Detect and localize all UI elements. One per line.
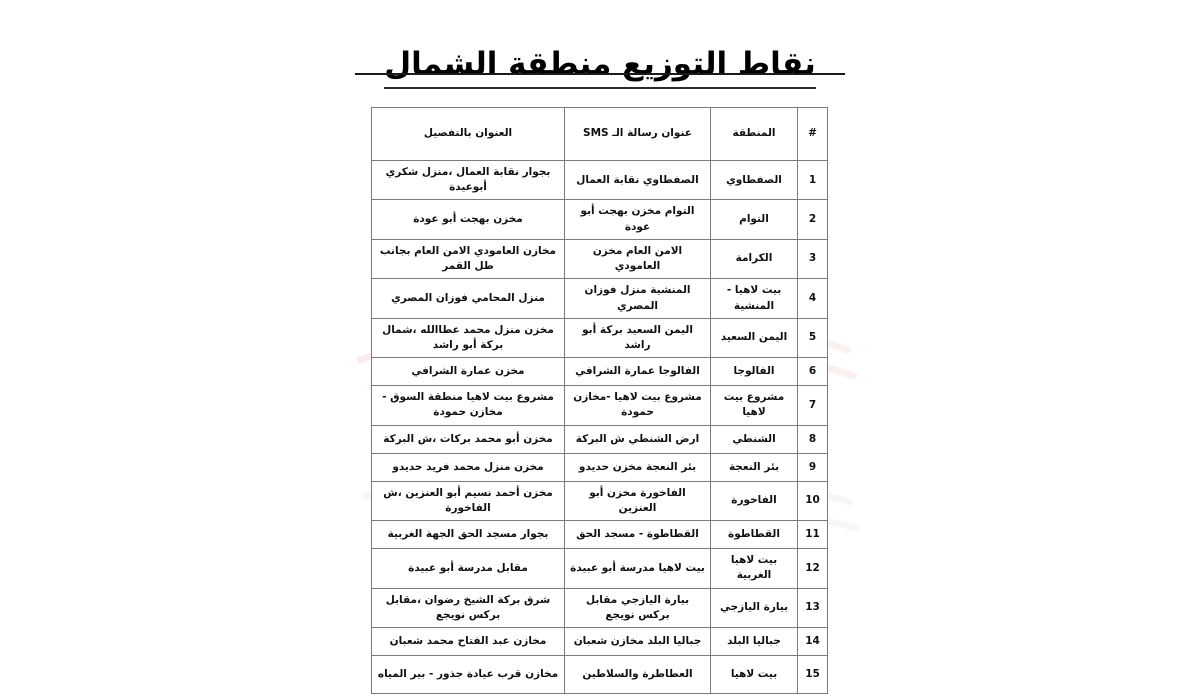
cell-address: مخزن منزل محمد عطاالله ،شمال بركة أبو راشد [372,318,565,357]
table-row [372,386,828,425]
cell-sms: الصفطاوي نقابة العمال [565,161,711,200]
cell-sms: الفالوجا عمارة الشرافي [565,358,711,386]
cell-sms: اليمن السعيد بركة أبو راشد [565,318,711,357]
column-header-sms: عنوان رسالة الـ SMS [565,108,711,161]
column-header-address: العنوان بالتفصيل [372,108,565,161]
cell-index: 10 [798,481,828,520]
cell-sms: مشروع بيت لاهيا -مخازن حمودة [565,386,711,425]
cell-address: مخزن أحمد نسيم أبو العنزين ،ش الفاخورة [372,481,565,520]
table-row [372,161,828,200]
cell-region: بيت لاهيا - المنشية [711,279,798,318]
cell-sms: بئر النعجة مخزن حديدو [565,453,711,481]
cell-region: التوام [711,200,798,239]
cell-address: بجوار نقابة العمال ،منزل شكري أبوعيدة [372,161,565,200]
cell-index: 9 [798,453,828,481]
cell-address: مخازن عبد الفتاح محمد شعبان [372,627,565,655]
title-divider [355,73,845,75]
cell-sms: الفاخورة مخزن أبو العنزين [565,481,711,520]
cell-region: الكرامة [711,239,798,278]
cell-region: بيت لاهيا [711,655,798,693]
cell-sms: الامن العام مخزن العامودي [565,239,711,278]
cell-region: بيت لاهيا الغربية [711,549,798,588]
cell-region: اليمن السعيد [711,318,798,357]
cell-address: مشروع بيت لاهيا منطقة السوق - مخازن حمودة [372,386,565,425]
cell-address: شرق بركة الشيخ رضوان ،مقابل بركس نويجع [372,588,565,627]
table-row [372,279,828,318]
cell-address: مخزن عمارة الشرافي [372,358,565,386]
cell-address: مخزن بهجت أبو عودة [372,200,565,239]
distribution-table-container [372,107,828,694]
column-header-index: # [798,108,828,161]
cell-address: مخزن أبو محمد بركات ،ش البركة [372,425,565,453]
cell-sms: التوام مخزن بهجت أبو عودة [565,200,711,239]
cell-region: الفاخورة [711,481,798,520]
cell-index: 7 [798,386,828,425]
cell-region: الشنطي [711,425,798,453]
cell-region: بيارة اليازجي [711,588,798,627]
table-row [372,481,828,520]
table-header [372,108,828,161]
cell-index: 6 [798,358,828,386]
cell-address: منزل المحامي فوزان المصري [372,279,565,318]
table-row [372,318,828,357]
cell-index: 14 [798,627,828,655]
cell-address: مقابل مدرسة أبو عبيدة [372,549,565,588]
column-header-region: المنطقة [711,108,798,161]
cell-address: مخزن منزل محمد فريد حديدو [372,453,565,481]
table-row [372,425,828,453]
cell-sms: المنشية منزل فوزان المصري [565,279,711,318]
cell-index: 11 [798,521,828,549]
distribution-points-table [371,107,828,694]
cell-index: 3 [798,239,828,278]
cell-sms: بيارة اليازجي مقابل بركس نويجع [565,588,711,627]
table-row [372,588,828,627]
cell-region: جباليا البلد [711,627,798,655]
cell-sms: القطاطوة - مسجد الحق [565,521,711,549]
title-block [0,24,1200,109]
cell-region: بئر النعجة [711,453,798,481]
table-row [372,200,828,239]
cell-region: الصفطاوي [711,161,798,200]
cell-index: 1 [798,161,828,200]
cell-index: 4 [798,279,828,318]
cell-sms: جباليا البلد مخازن شعبان [565,627,711,655]
table-body [372,161,828,694]
page-title: نقاط التوزيع منطقة الشمال [384,45,815,89]
table-row [372,549,828,588]
cell-address: مخازن قرب عيادة جذور - بير المياه [372,655,565,693]
cell-region: القطاطوة [711,521,798,549]
cell-index: 8 [798,425,828,453]
cell-index: 5 [798,318,828,357]
cell-region: مشروع بيت لاهيا [711,386,798,425]
table-row [372,627,828,655]
table-row [372,239,828,278]
cell-index: 12 [798,549,828,588]
cell-region: الفالوجا [711,358,798,386]
table-row [372,655,828,693]
cell-sms: العطاطرة والسلاطين [565,655,711,693]
table-header-row [372,108,828,161]
cell-sms: ارض الشنطي ش البركة [565,425,711,453]
table-row [372,358,828,386]
cell-address: بجوار مسجد الحق الجهة الغربية [372,521,565,549]
table-row [372,453,828,481]
cell-index: 2 [798,200,828,239]
cell-sms: بيت لاهيا مدرسة أبو عبيدة [565,549,711,588]
table-row [372,521,828,549]
cell-index: 15 [798,655,828,693]
cell-address: مخازن العامودي الامن العام بجانب طل القمر [372,239,565,278]
cell-index: 13 [798,588,828,627]
